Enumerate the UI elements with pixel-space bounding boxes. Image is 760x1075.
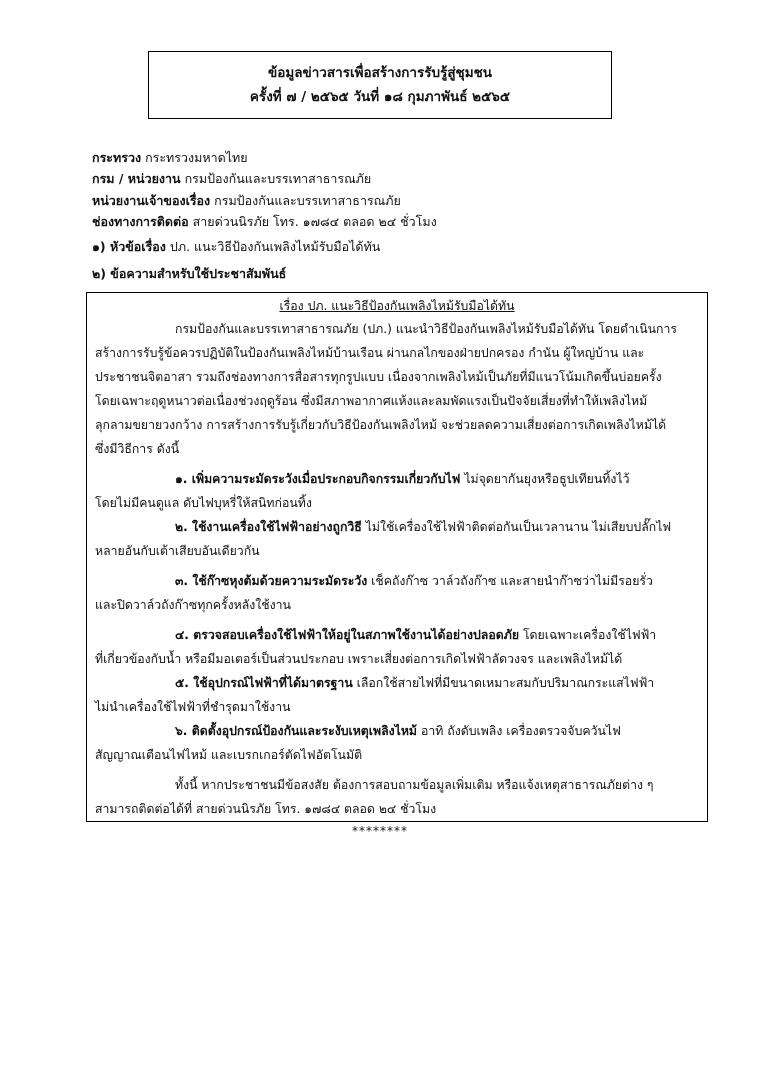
meta-contact: [92, 214, 712, 230]
item-2: [87, 519, 760, 535]
closing-line: ทั้งนี้ หากประชาชนมีข้อสงสัย ต้องการสอบถามข้อมูลเพิ่มเติม หรือแจ้งเหตุสาธารณภัยต่าง ๆ: [175, 778, 654, 792]
item-1-heading: ๑. เพิ่มความระมัดระวังเมื่อประกอบกิจกรรมเกี่ยวกับไฟ: [175, 472, 461, 486]
meta-owner: [92, 193, 712, 209]
item-6-heading: ๖. ติดตั้งอุปกรณ์ป้องกันและระงับเหตุเพลิงไหม้: [175, 724, 418, 738]
ministry-label: กระทรวง: [92, 150, 142, 165]
header-title: ข้อมูลข่าวสารเพื่อสร้างการรับรู้สู่ชุมชน: [267, 65, 493, 81]
owner-value: กรมป้องกันและบรรเทาสาธารณภัย: [214, 193, 401, 208]
item-5-continuation: ไม่นำเครื่องใช้ไฟฟ้าที่ชำรุดมาใช้งาน: [95, 700, 291, 714]
intro-line: สร้างการรับรู้ข้อควรปฏิบัติในป้องกันเพลิงไหม้บ้านเรือน ผ่านกลไกของฝ่ายปกครอง กำนัน ผู้ใหญ่บ้าน และ: [95, 346, 645, 360]
item-2-continuation: หลายอันกับเต้าเสียบอันเดียวกัน: [95, 544, 260, 558]
item-1: [87, 471, 760, 487]
meta-department: [92, 171, 712, 187]
header-issue: ครั้งที่ ๗ / ๒๕๖๕ วันที่ ๑๘ กุมภาพันธ์ ๒๕๖๕: [249, 89, 511, 105]
item-3-text: เช็คถังก๊าซ วาล์วถังก๊าซ และสายนำก๊าซว่าไม่มีรอยรั่ว: [367, 574, 653, 588]
owner-label: หน่วยงานเจ้าของเรื่อง: [92, 193, 211, 208]
intro-line: โดยเฉพาะฤดูหนาวต่อเนื่องช่วงฤดูร้อน ซึ่งมีสภาพอากาศแห้งและลมพัดแรงเป็นปัจจัยเสี่ยงที่ทำให้เพลิงไหม้: [95, 394, 648, 408]
ministry-value: กระทรวงมหาดไทย: [145, 150, 248, 165]
item-6: [87, 723, 760, 739]
contact-label: ช่องทางการติดต่อ: [92, 214, 189, 229]
pr-label: ๒) ข้อความสำหรับใช้ประชาสัมพันธ์: [92, 266, 287, 281]
item-1-text: ไม่จุดยากันยุงหรือธูปเทียนทิ้งไว้: [460, 472, 630, 486]
item-3-heading: ๓. ใช้ก๊าซหุงต้มด้วยความระมัดระวัง: [175, 574, 368, 588]
item-4-heading: ๔. ตรวจสอบเครื่องใช้ไฟฟ้าให้อยู่ในสภาพใช้งานได้อย่างปลอดภัย: [175, 628, 520, 642]
meta-ministry: [92, 150, 712, 166]
item-6-text: อาทิ ถังดับเพลิง เครื่องตรวจจับควันไฟ: [417, 724, 621, 738]
item-2-text: ไม่ใช้เครื่องใช้ไฟฟ้าติดต่อกันเป็นเวลานาน ไม่เสียบปลั๊กไฟ: [361, 520, 672, 534]
meta-pr: [92, 266, 712, 282]
item-5-text: เลือกใช้สายไฟที่มีขนาดเหมาะสมกับปริมาณกระแสไฟฟ้า: [352, 676, 655, 690]
item-3-continuation: และปิดวาล์วถังก๊าซทุกครั้งหลังใช้งาน: [95, 598, 291, 612]
intro-line: ลุกลามขยายวงกว้าง การสร้างการรับรู้เกี่ยวกับวิธีป้องกันเพลิงไหม้ จะช่วยลดความเสี่ยงต่อการเกิดเพลิงไหม้ได้: [95, 418, 667, 432]
item-6-continuation: สัญญาณเตือนไฟไหม้ และเบรกเกอร์ตัดไฟอัตโนมัติ: [95, 748, 363, 762]
item-3: [87, 573, 760, 589]
dept-label: กรม / หน่วยงาน: [92, 171, 181, 186]
closing-line: สามารถติดต่อได้ที่ สายด่วนนิรภัย โทร. ๑๗๘๔ ตลอด ๒๔ ชั่วโมง: [95, 802, 437, 816]
contact-value: สายด่วนนิรภัย โทร. ๑๗๘๔ ตลอด ๒๔ ชั่วโมง: [192, 214, 437, 229]
intro-line: ประชาชนจิตอาสา รวมถึงช่องทางการสื่อสารทุกรูปแบบ เนื่องจากเพลิงไหม้เป็นภัยที่มีแนวโน้มเกิดขึ้นบ่อยครั้ง: [95, 370, 662, 384]
item-2-heading: ๒. ใช้งานเครื่องใช้ไฟฟ้าอย่างถูกวิธี: [175, 520, 362, 534]
meta-topic: [92, 239, 712, 255]
item-4-continuation: ที่เกี่ยวข้องกับน้ำ หรือมีมอเตอร์เป็นส่วนประกอบ เพราะเสี่ยงต่อการเกิดไฟฟ้าลัดวงจร และเพลิงไหม้ได้: [95, 652, 623, 666]
end-marker: ********: [352, 824, 408, 838]
item-5: [87, 675, 760, 691]
intro-line: กรมป้องกันและบรรเทาสาธารณภัย (ปภ.) แนะนำวิธีป้องกันเพลิงไหม้รับมือได้ทัน โดยดำเนินการ: [175, 322, 677, 336]
pr-content-box: [86, 292, 708, 822]
intro-line: ซึ่งมีวิธีการ ดังนี้: [95, 442, 180, 456]
content-title: เรื่อง ปภ. แนะวิธีป้องกันเพลิงไหม้รับมือได้ทัน: [279, 299, 515, 313]
item-4-text: โดยเฉพาะเครื่องใช้ไฟฟ้า: [519, 628, 657, 642]
header-box: [148, 51, 612, 119]
topic-value: ปภ. แนะวิธีป้องกันเพลิงไหม้รับมือได้ทัน: [169, 239, 381, 254]
item-1-continuation: โดยไม่มีคนดูแล ดับไฟบุหรี่ให้สนิทก่อนทิ้ง: [95, 496, 312, 510]
item-5-heading: ๕. ใช้อุปกรณ์ไฟฟ้าที่ได้มาตรฐาน: [175, 676, 353, 690]
topic-label: ๑) หัวข้อเรื่อง: [92, 239, 166, 254]
dept-value: กรมป้องกันและบรรเทาสาธารณภัย: [184, 171, 372, 186]
item-4: [87, 627, 760, 643]
